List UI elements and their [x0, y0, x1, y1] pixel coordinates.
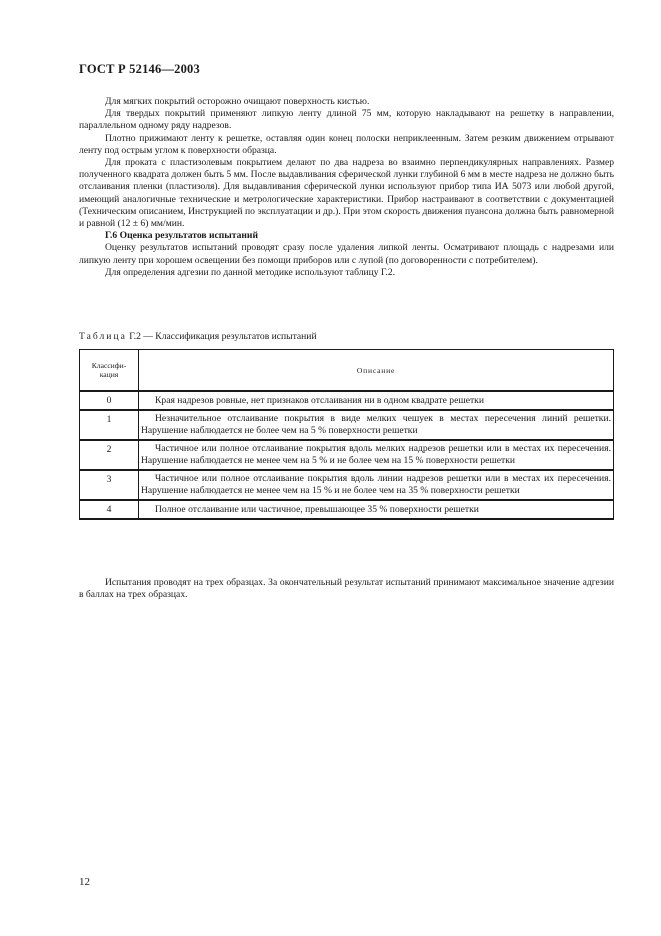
- table-row: [80, 500, 614, 519]
- class-description: Частичное или полное отслаивание покрытия вдоль мелких надрезов решетки или в местах их пересечения. Нарушение наблюдается не менее чем на 5 % и не более чем на 15 % поверхности решетки: [139, 440, 614, 470]
- classification-table: [79, 349, 614, 520]
- column-header-classification-label: Классифи- кация: [91, 361, 127, 379]
- paragraph: Плотно прижимают ленту к решетке, оставляя один конец полоски неприклеенным. Затем резким движением отрывают ленту под острым углом к поверхности образца.: [79, 132, 614, 156]
- page-number: 12: [79, 876, 90, 888]
- paragraph: Для проката с пластизолевым покрытием делают по два надреза во взаимно перпендикулярных направлениях. Размер полученного квадрата должен быть 5 мм. После выдавливания сферической лунки глубиной 6 мм в месте надреза не должно быть отслаивания пленки (пластизоля). Для выдавливания сферической лунки используют прибор типа ИА 5073 или любой другой, имеющий аналогичные технические и метрологические характеристики. Прибор настраивают в соответствии с документацией (Техническим описанием, Инструкцией по эксплуатации и др.). При этом скорость движения пуансона должна быть равномерной и равной (12 ± 6) мм/мин.: [79, 157, 614, 230]
- table-row: [80, 470, 614, 500]
- paragraph: Испытания проводят на трех образцах. За окончательный результат испытаний принимают максимальное значение адгезии в баллах на трех образцах.: [79, 577, 614, 601]
- class-number: 2: [80, 440, 139, 470]
- section-heading: Г.6 Оценка результатов испытаний: [105, 230, 258, 242]
- class-description: Частичное или полное отслаивание покрытия вдоль линии надрезов решетки или в местах их пересечения. Нарушение наблюдается не менее чем на 15 % и не более чем на 35 % поверхности решетки: [139, 470, 614, 500]
- document-header: ГОСТ Р 52146—2003: [79, 62, 200, 76]
- table-row: [80, 410, 614, 440]
- table-row: [80, 391, 614, 410]
- class-description: Полное отслаивание или частичное, превышающее 35 % поверхности решетки: [139, 500, 614, 519]
- column-header-description: Описание: [139, 350, 614, 392]
- body-text: [79, 96, 614, 279]
- table-caption: [79, 331, 317, 342]
- closing-text: [79, 577, 614, 601]
- paragraph: Для мягких покрытий осторожно очищают поверхность кистью.: [105, 96, 370, 107]
- table-caption-title: Г.2 — Классификация результатов испытаний: [126, 331, 317, 342]
- class-description: Незначительное отслаивание покрытия в виде мелких чешуек в местах пересечения линий решетки. Нарушение наблюдается не более чем на 5 % поверхности решетки: [139, 410, 614, 440]
- table-caption-label: Таблица: [79, 331, 127, 342]
- paragraph: Для определения адгезии по данной методике используют таблицу Г.2.: [105, 266, 396, 278]
- class-number: 4: [80, 500, 139, 519]
- table-header-row: [80, 350, 614, 392]
- class-number: 1: [80, 410, 139, 440]
- table-row: [80, 440, 614, 470]
- column-header-classification: [80, 350, 139, 392]
- class-number: 0: [80, 391, 139, 410]
- class-number: 3: [80, 470, 139, 500]
- paragraph: Для твердых покрытий применяют липкую ленту длиной 75 мм, которую накладывают на решетку в направлении, параллельном одному ряду надрезов.: [79, 108, 614, 132]
- class-description: Края надрезов ровные, нет признаков отслаивания ни в одном квадрате решетки: [139, 391, 614, 410]
- paragraph: Оценку результатов испытаний проводят сразу после удаления липкой ленты. Осматривают площадь с надрезами или липкую ленту при хорошем освещении без помощи приборов или с лупой (по договоренности с потребителем).: [79, 242, 614, 266]
